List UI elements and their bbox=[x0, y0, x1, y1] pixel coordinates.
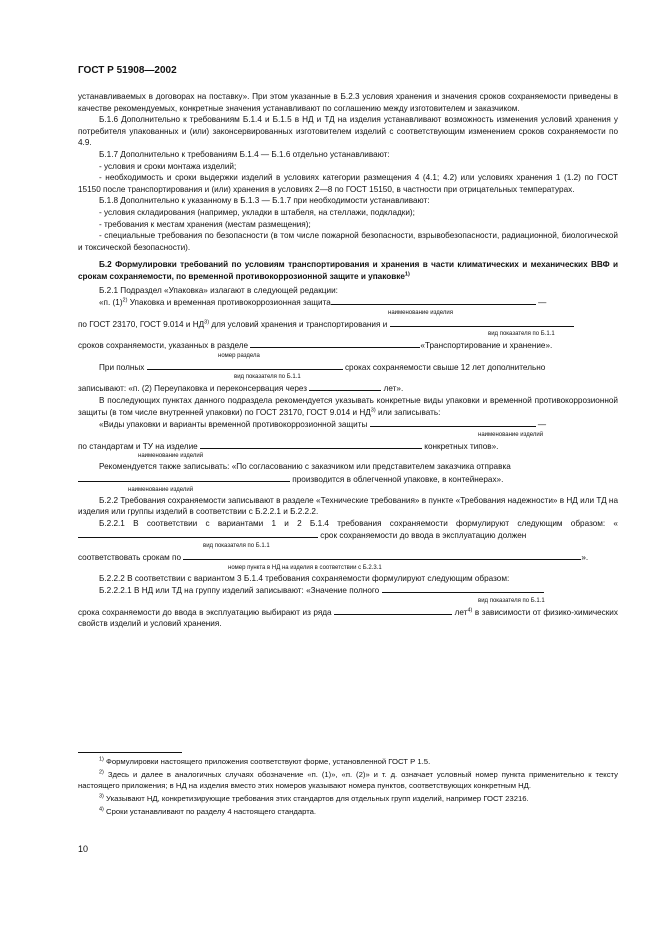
blank-caption: вид показателя по Б.1.1 bbox=[234, 374, 301, 381]
form-line: по ГОСТ 23170, ГОСТ 9.014 и НД$^{3)}$ для условий хранения и транспортирования и bbox=[78, 318, 618, 331]
paragraph: Б.1.6 Дополнительно к требованиям Б.1.4 и Б.1.5 в НД и ТД на изделия устанавливают возможность изменения условий хранения у потребителя упакованных и (или) законсервированных изготовителем изделий с соответствующим изменением сроков сохраняемости по 4.9. bbox=[78, 115, 618, 148]
section-heading bbox=[78, 259, 618, 282]
blank-caption: наименование изделий bbox=[478, 431, 544, 438]
list-item: - условия складирования (например, укладки в штабеля, на стеллажи, подкладки); bbox=[99, 207, 415, 217]
form-line: сроков сохраняемости, указанных в разделе «Транспортирование и хранение». bbox=[78, 341, 553, 351]
fill-blank bbox=[309, 382, 381, 391]
blank-caption: вид показателя по Б.1.1 bbox=[488, 331, 555, 338]
paragraph: Б.1.7 Дополнительно к требованиям Б.1.4 — Б.1.6 отдельно устанавливают: bbox=[99, 149, 390, 159]
footnotes bbox=[78, 756, 618, 819]
fill-blank bbox=[250, 339, 420, 348]
footnote-ref: 1) bbox=[404, 271, 410, 278]
paragraph: Б.2.2.2 В соответствии с вариантом 3 Б.1.4 требования сохраняемости формулируют следующим образом: bbox=[99, 573, 510, 583]
fill-blank bbox=[331, 296, 536, 305]
blank-caption: наименование изделий bbox=[128, 486, 194, 493]
form-line: записывают: «п. (2) Переупаковка и переконсервация через лет». bbox=[78, 384, 404, 394]
fill-blank bbox=[183, 551, 581, 560]
fill-blank bbox=[370, 418, 536, 427]
blank-caption: вид показателя по Б.1.1 bbox=[203, 543, 270, 549]
footnote: $^{1)}$ Формулировки настоящего приложения соответствуют форме, установленной ГОСТ Р 1.5. bbox=[99, 756, 431, 766]
form-line: При полных сроках сохраняемости свыше 12 лет дополнительно bbox=[99, 362, 546, 372]
paragraph: устанавливаемых в договорах на поставку». При этом указанные в Б.2.3 условия хранения и значения сроков сохраняемости приведены в качестве рекомендуемых, конкретные значения устанавливают по соглашению между изготовителем и заказчиком. bbox=[78, 92, 618, 113]
fill-blank bbox=[78, 473, 290, 482]
list-item: - необходимость и сроки выдержки изделий в условиях категории размещения 4 (4.1; 4.2) или условиях хранения 1 (1.2) по ГОСТ 15150 после транспортирования и (или) хранения в условиях 2—8 по ГОСТ 15150, в частности при отрицательных температурах. bbox=[78, 173, 618, 194]
footnote: $^{3)}$ Указывают НД, конкретизирующие требования этих стандартов для отдельных групп изделий, например ГОСТ 23216. bbox=[99, 793, 529, 803]
paragraph: Б.1.8 Дополнительно к указанному в Б.1.3 — Б.1.7 при необходимости устанавливают: bbox=[99, 196, 430, 206]
blank-caption: вид показателя по Б.1.1 bbox=[478, 597, 545, 604]
footnote-separator bbox=[78, 752, 182, 753]
fill-blank bbox=[382, 584, 544, 593]
list-item: - условия и сроки монтажа изделий; bbox=[99, 161, 237, 171]
blank-caption: наименование изделий bbox=[138, 453, 204, 460]
paragraph: Б.2.2 Требования сохраняемости записывают в разделе «Технические требования» в пункте «Требования надежности» в НД или ТД на изделия или группы изделий в соответствии с Б.2.2.1 и Б.2.2.2. bbox=[78, 495, 618, 517]
paragraph: В последующих пунктах данного подраздела рекомендуется указывать конкретные виды упаковки и временной противокоррозионной защиты (в том числе внутренней упаковки) по ГОСТ 23170, ГОСТ 9.014 и НД$^{3)}$ или записывать: bbox=[78, 396, 618, 417]
form-line: производится в облегченной упаковке, в контейнерах». bbox=[78, 473, 618, 486]
main-text bbox=[78, 91, 618, 630]
footnote: $^{4)}$ Сроки устанавливают по разделу 4 настоящего стандарта. bbox=[99, 806, 317, 816]
blank-caption: номер пункта в НД на изделия в соответствии с Б.2.3.1 bbox=[228, 564, 382, 571]
form-line: «п. $(1)^{2)}$ Упаковка и временная противокоррозионная защита — bbox=[99, 297, 547, 308]
list-item: - требования к местам хранения (местам размещения); bbox=[99, 219, 311, 229]
page-number: 10 bbox=[78, 844, 89, 854]
fill-blank bbox=[390, 318, 574, 327]
form-line: по стандартам и ТУ на изделие конкретных типов». bbox=[78, 441, 499, 451]
fill-blank bbox=[78, 529, 318, 538]
form-line: Б.2.2.2.1 В НД или ТД на группу изделий записывают: «Значение полного bbox=[78, 584, 618, 597]
blank-caption: номер раздела bbox=[218, 352, 260, 359]
paragraph: Б.2.1 Подраздел «Упаковка» излагают в следующей редакции: bbox=[99, 285, 338, 295]
form-line: соответствовать срокам по ». bbox=[78, 553, 589, 562]
paragraph: Рекомендуется также записывать: «По согласованию с заказчиком или представителем заказчика отправка bbox=[99, 462, 511, 472]
fill-blank bbox=[147, 361, 343, 370]
form-line: «Виды упаковки и варианты временной противокоррозионной защиты — bbox=[99, 420, 547, 430]
document-header: ГОСТ Р 51908—2002 bbox=[78, 65, 177, 76]
fill-blank bbox=[200, 440, 422, 449]
form-line: срока сохраняемости до ввода в эксплуатацию выбирают из ряда лет$^{4)}$ в зависимости от физико-химических свойств изделий и условий хранения. bbox=[78, 607, 618, 629]
blank-caption: наименование изделия bbox=[388, 309, 453, 316]
section-heading-text: Б.2 Формулировки требований по условиям транспортирования и хранения в части климатических и механических ВВФ и срокам сохраняемости, по временной противокоррозионной защите и упаковке bbox=[78, 260, 618, 281]
list-item: - специальные требования по безопасности (в том числе пожарной безопасности, взрывобезопасности, радиационной, биологической и токсической безопасности). bbox=[78, 231, 618, 252]
footnote: $^{2)}$ Здесь и далее в аналогичных случаях обозначение «п. (1)», «п. (2)» и т. д. означает условный номер пункта применительно к тексту настоящего приложения; в НД на изделия вместо этих номеров указывают номера пунктов, соответствующих конкретным НД. bbox=[78, 769, 618, 790]
form-line: Б.2.2.1 В соответствии с вариантами 1 и 2 Б.1.4 требования сохраняемости формулируют следующим образом: « срок сохраняемости до ввода в эксплуатацию должен bbox=[78, 518, 618, 542]
fill-blank bbox=[334, 606, 452, 615]
